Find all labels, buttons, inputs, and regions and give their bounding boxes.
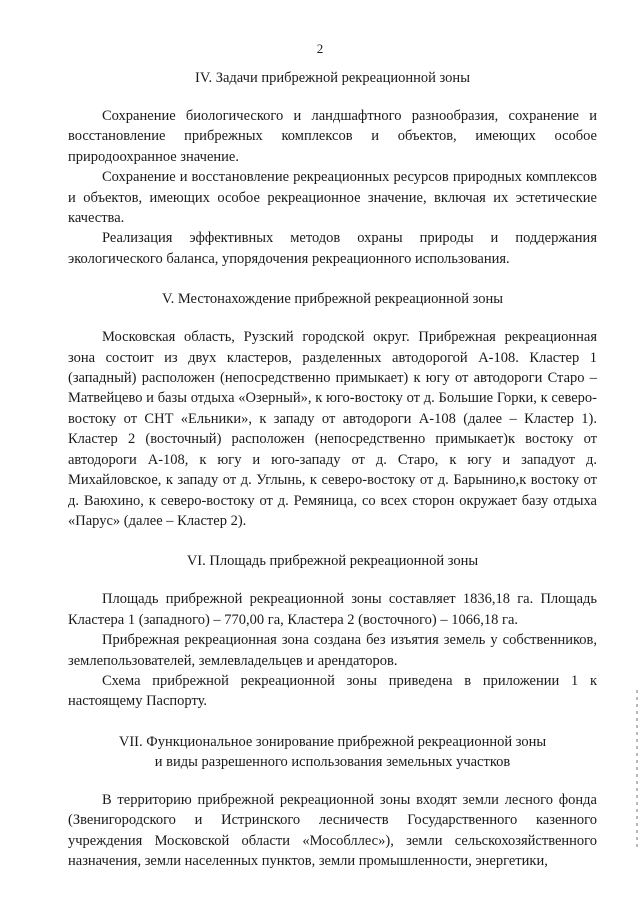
scan-edge-mark	[636, 690, 638, 850]
paragraph: В территорию прибрежной рекреационной зоны входят земли лесного фонда (Звенигородского и Истринского лесничеств Государственного казенного учреждения Московской области «Мособллес»), земли сельскохозяйственного назначения, земли населенных пунктов, земли промышленности, энергетики,	[68, 791, 597, 869]
section-heading-line: и виды разрешенного использования земельных участков	[154, 753, 511, 770]
section-heading-line: VII. Функциональное зонирование прибрежной рекреационной зоны	[118, 733, 547, 750]
page-number: 2	[316, 41, 324, 56]
section-heading-line: VI. Площадь прибрежной рекреационной зоны	[186, 553, 479, 570]
section-vii	[68, 732, 597, 872]
paragraph: Площадь прибрежной рекреационной зоны составляет 1836,18 га. Площадь Кластера 1 (западного) – 770,00 га, Кластера 2 (восточного) – 1066,18 га.	[68, 591, 597, 628]
paragraph: Московская область, Рузский городской округ. Прибрежная рекреационная зона состоит из двух кластеров, разделенных автодорогой А-108. Кластер 1 (западный) расположен (непосредственно примыкает) к югу от автодороги Старо – Матвейцево и базы отдыха «Озерный», к юго-востоку от д. Большие Горки, к северо-востоку от СНТ «Ельники», к западу от автодороги А-108 (далее – Кластер 1). Кластер 2 (восточный) расположен (непосредственно примыкает)к востоку от автодороги А-108, к югу и юго-западу от д. Старо, к югу и западуот д. Михайловское, к западу от д. Углынь, к северо-востоку от д. Барынино,к востоку от д. Ваюхино, к северо-востоку от д. Ремяница, со всех сторон окружает базу отдыха «Парус» (далее – Кластер 2).	[68, 329, 597, 529]
section-v	[68, 289, 597, 531]
section-heading	[68, 289, 597, 309]
paragraph: Сохранение биологического и ландшафтного разнообразия, сохранение и восстановление прибрежных комплексов и объектов, имеющих особое природоохранное значение.	[68, 108, 597, 165]
document-body	[68, 68, 597, 891]
section-heading	[68, 732, 597, 772]
section-iv	[68, 68, 597, 269]
paragraph: Реализация эффективных методов охраны природы и поддержания экологического баланса, упорядочения рекреационного использования.	[68, 230, 597, 267]
section-vi	[68, 551, 597, 711]
section-heading-line: IV. Задачи прибрежной рекреационной зоны	[195, 70, 470, 86]
paragraph: Прибрежная рекреационная зона создана без изъятия земель у собственников, землепользователей, землевладельцев и арендаторов.	[68, 632, 597, 669]
section-heading-line: V. Местонахождение прибрежной рекреационной зоны	[162, 291, 503, 308]
paragraph: Сохранение и восстановление рекреационных ресурсов природных комплексов и объектов, имеющих особое рекреационное значение, включая их эстетические качества.	[68, 169, 597, 227]
section-heading	[68, 551, 597, 571]
paragraph: Схема прибрежной рекреационной зоны приведена в приложении 1 к настоящему Паспорту.	[68, 672, 597, 710]
section-heading	[68, 68, 597, 88]
